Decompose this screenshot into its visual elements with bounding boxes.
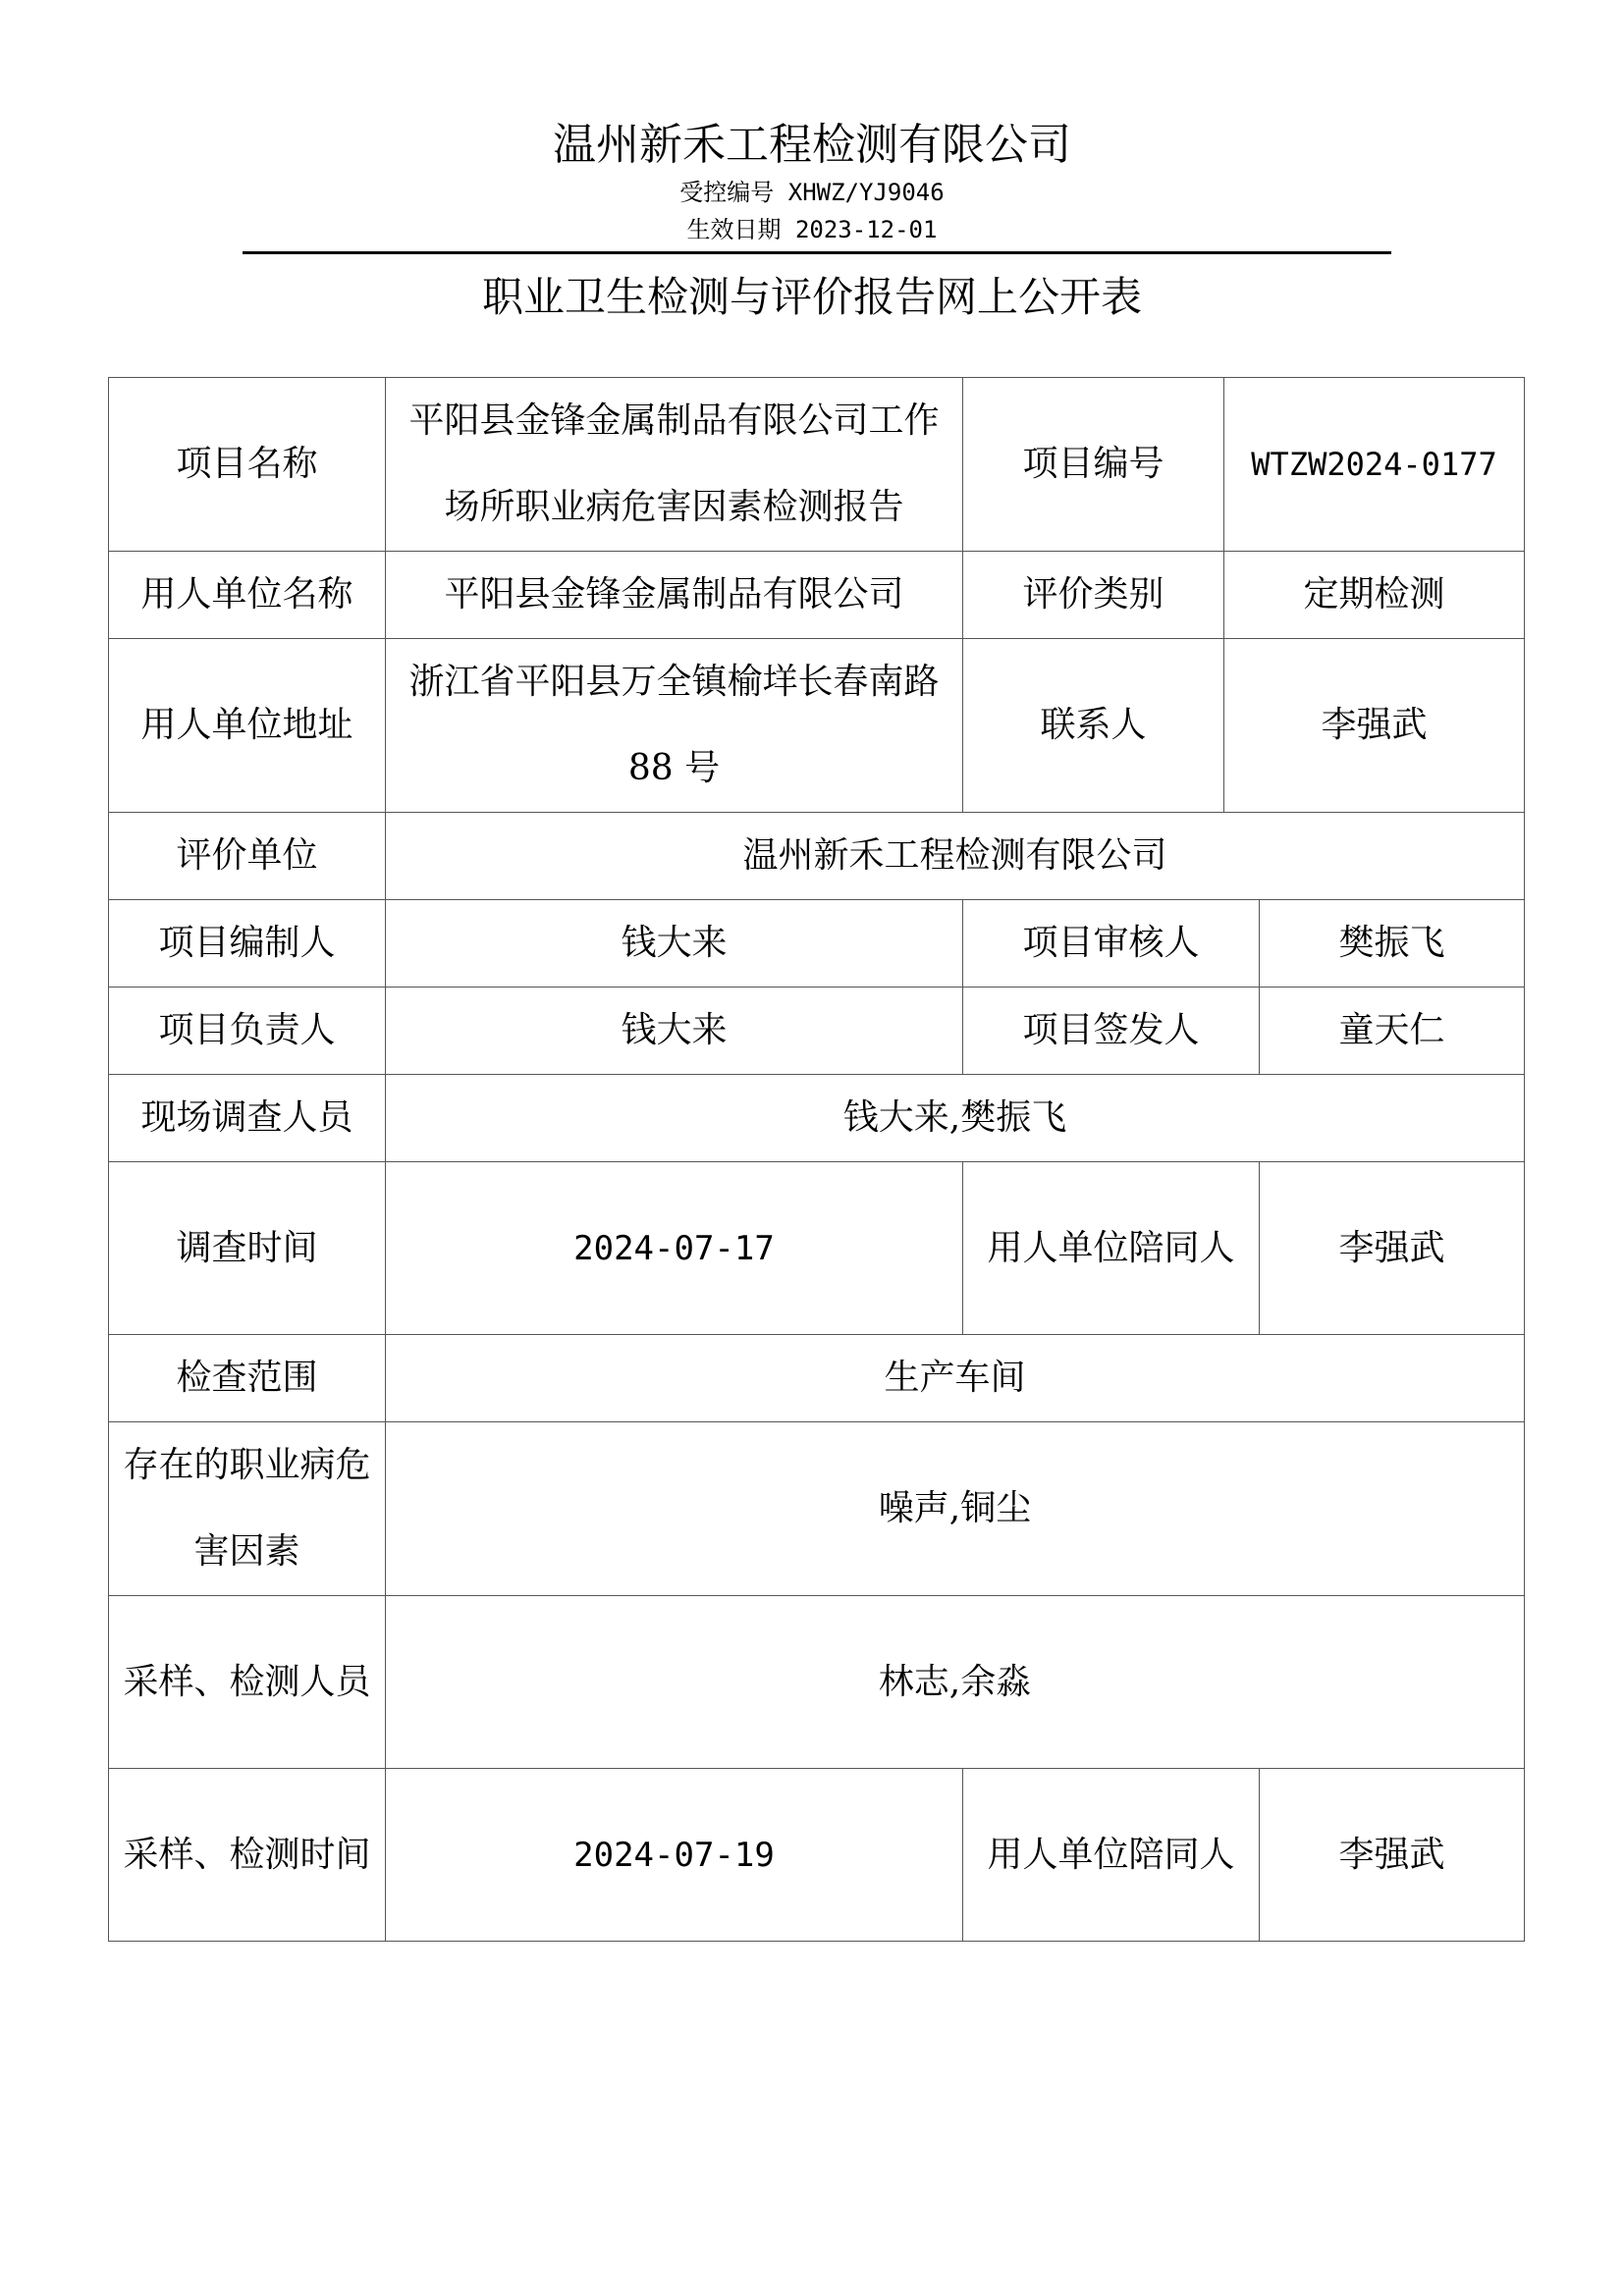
employer-name-label: 用人单位名称 xyxy=(109,552,386,639)
sampling-staff-value: 林志,余淼 xyxy=(386,1596,1525,1769)
companion2-label: 用人单位陪同人 xyxy=(963,1769,1260,1942)
evaluator-label: 评价单位 xyxy=(109,813,386,900)
companion1-value: 李强武 xyxy=(1260,1162,1525,1335)
row-leader xyxy=(109,988,1525,1075)
project-name-label: 项目名称 xyxy=(109,378,386,552)
eval-type-value: 定期检测 xyxy=(1224,552,1525,639)
scope-value: 生产车间 xyxy=(386,1335,1525,1422)
row-sampling-staff xyxy=(109,1596,1525,1769)
effective-date: 生效日期 2023-12-01 xyxy=(686,216,938,243)
hazards-value: 噪声,铜尘 xyxy=(386,1422,1525,1596)
row-survey-time xyxy=(109,1162,1525,1335)
site-staff-label: 现场调查人员 xyxy=(109,1075,386,1162)
evaluator-value: 温州新禾工程检测有限公司 xyxy=(386,813,1525,900)
issuer-label: 项目签发人 xyxy=(963,988,1260,1075)
row-employer-name xyxy=(109,552,1525,639)
hazards-label: 存在的职业病危害因素 xyxy=(109,1422,386,1596)
header-divider xyxy=(243,251,1391,254)
contact-value: 李强武 xyxy=(1224,639,1525,813)
employer-name-value: 平阳县金锋金属制品有限公司 xyxy=(386,552,963,639)
employer-address-label: 用人单位地址 xyxy=(109,639,386,813)
row-site-staff xyxy=(109,1075,1525,1162)
survey-time-label: 调查时间 xyxy=(109,1162,386,1335)
contact-label: 联系人 xyxy=(963,639,1224,813)
companion1-label: 用人单位陪同人 xyxy=(963,1162,1260,1335)
sampling-staff-label: 采样、检测人员 xyxy=(109,1596,386,1769)
companion2-value: 李强武 xyxy=(1260,1769,1525,1942)
scope-label: 检查范围 xyxy=(109,1335,386,1422)
document-title: 职业卫生检测与评价报告网上公开表 xyxy=(481,273,1142,321)
site-staff-value: 钱大来,樊振飞 xyxy=(386,1075,1525,1162)
row-compiler xyxy=(109,900,1525,988)
project-no-label: 项目编号 xyxy=(963,378,1224,552)
row-employer-address xyxy=(109,639,1525,813)
row-hazards xyxy=(109,1422,1525,1596)
compiler-value: 钱大来 xyxy=(386,900,963,988)
row-evaluator xyxy=(109,813,1525,900)
control-number: 受控编号 XHWZ/YJ9046 xyxy=(679,179,945,206)
reviewer-value: 樊振飞 xyxy=(1260,900,1525,988)
project-no-value: WTZW2024-0177 xyxy=(1224,378,1525,552)
project-name-value: 平阳县金锋金属制品有限公司工作场所职业病危害因素检测报告 xyxy=(386,378,963,552)
sampling-time-label: 采样、检测时间 xyxy=(109,1769,386,1942)
employer-address-value: 浙江省平阳县万全镇榆垟长春南路 88 号 xyxy=(386,639,963,813)
company-name: 温州新禾工程检测有限公司 xyxy=(553,120,1071,170)
leader-value: 钱大来 xyxy=(386,988,963,1075)
issuer-value: 童天仁 xyxy=(1260,988,1525,1075)
survey-time-value: 2024-07-17 xyxy=(386,1162,963,1335)
compiler-label: 项目编制人 xyxy=(109,900,386,988)
row-sampling-time xyxy=(109,1769,1525,1942)
reviewer-label: 项目审核人 xyxy=(963,900,1260,988)
sampling-time-value: 2024-07-19 xyxy=(386,1769,963,1942)
row-scope xyxy=(109,1335,1525,1422)
report-table xyxy=(108,377,1525,1942)
eval-type-label: 评价类别 xyxy=(963,552,1224,639)
leader-label: 项目负责人 xyxy=(109,988,386,1075)
row-project-name xyxy=(109,378,1525,552)
